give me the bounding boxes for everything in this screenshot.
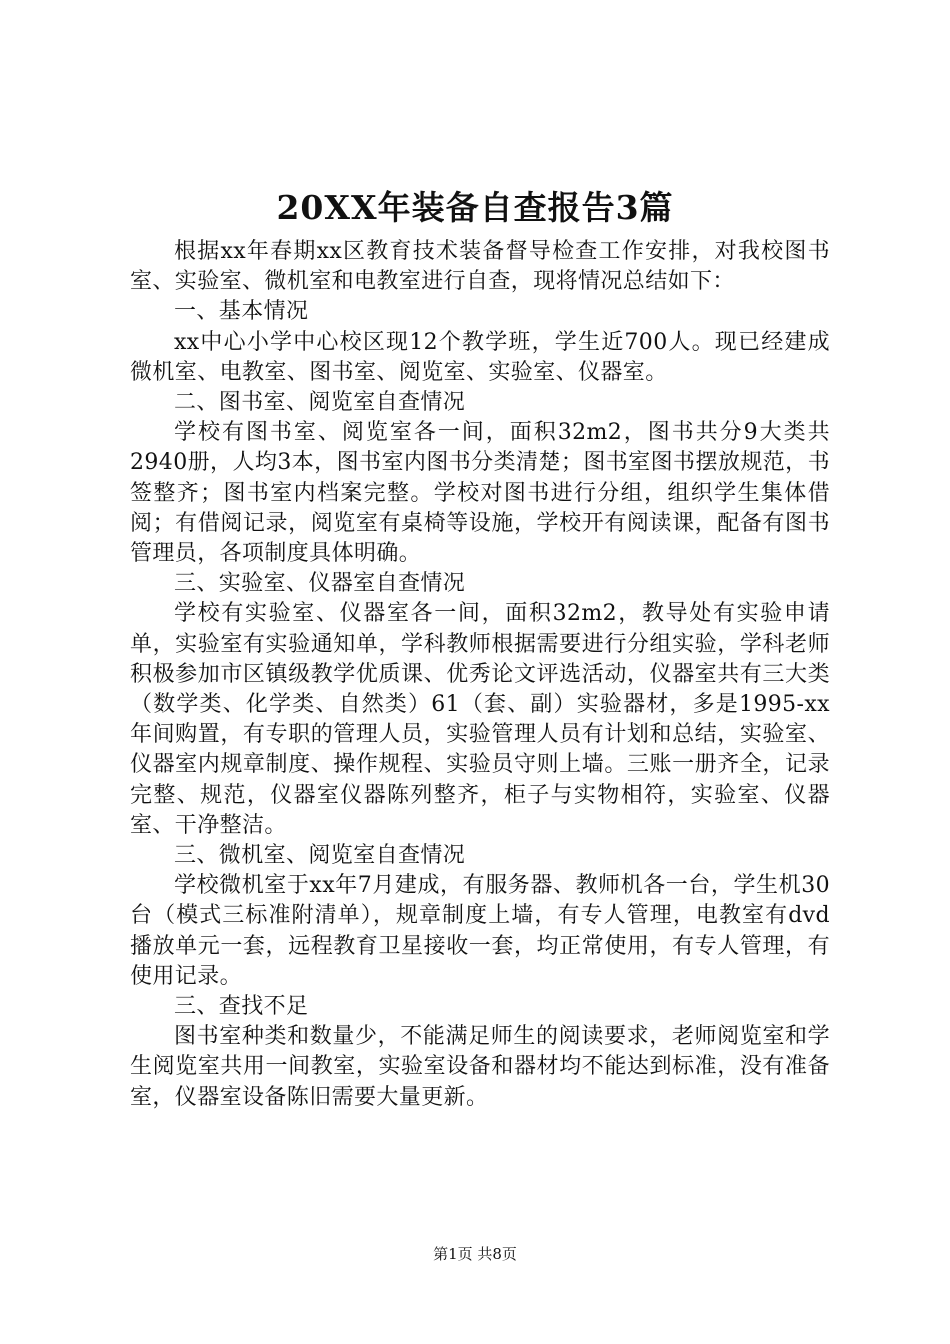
lab-paragraph: 学校有实验室、仪器室各一间，面积32m2，教导处有实验申请单，实验室有实验通知单，学科教师根据需要进行分组实验，学科老师积极参加市区镇级教学优质课、优秀论文评选活动，仪器室共有三大类（数学类、化学类、自然类）61（套、副）实验器材，多是1995-xx年间购置，有专职的管理人员，实验管理人员有计划和总结，实验室、仪器室内规章制度、操作规程、实验员守则上墙。三账一册齐全，记录完整、规范，仪器室仪器陈列整齐，柜子与实物相符，实验室、仪器室、干净整洁。 — [130, 601, 830, 838]
computer-paragraph: 学校微机室于xx年7月建成，有服务器、教师机各一台，学生机30台（模式三标准附清单），规章制度上墙，有专人管理，电教室有dvd播放单元一套，远程教育卫星接收一套，均正常使用，有专人管理，有使用记录。 — [130, 873, 830, 989]
section-heading-library: 二、图书室、阅览室自查情况 — [174, 390, 466, 416]
document-title: 20XX年装备自查报告3篇 — [276, 188, 674, 227]
intro-paragraph: 根据xx年春期xx区教育技术装备督导检查工作安排，对我校图书室、实验室、微机室和电教室进行自查，现将情况总结如下： — [130, 239, 830, 295]
shortcomings-paragraph: 图书室种类和数量少，不能满足师生的阅读要求，老师阅览室和学生阅览室共用一间教室，实验室设备和器材均不能达到标准，没有准备室，仪器室设备陈旧需要大量更新。 — [130, 1024, 830, 1110]
section-heading-shortcomings: 三、查找不足 — [174, 994, 309, 1020]
section-heading-lab: 三、实验室、仪器室自查情况 — [174, 571, 466, 597]
library-paragraph: 学校有图书室、阅览室各一间，面积32m2，图书共分9大类共2940册，人均3本，图书室内图书分类清楚；图书室图书摆放规范，书签整齐；图书室内档案完整。学校对图书进行分组，组织学生集体借阅；有借阅记录，阅览室有桌椅等设施，学校开有阅读课，配备有图书管理员，各项制度具体明确。 — [130, 420, 830, 567]
basic-info-paragraph: xx中心小学中心校区现12个教学班，学生近700人。现已经建成微机室、电教室、图书室、阅览室、实验室、仪器室。 — [130, 329, 830, 385]
section-heading-basic: 一、基本情况 — [174, 299, 309, 325]
page-footer: 第1页 共8页 — [433, 1245, 517, 1263]
section-heading-computer: 三、微机室、阅览室自查情况 — [174, 843, 466, 869]
document-body — [130, 237, 830, 1113]
